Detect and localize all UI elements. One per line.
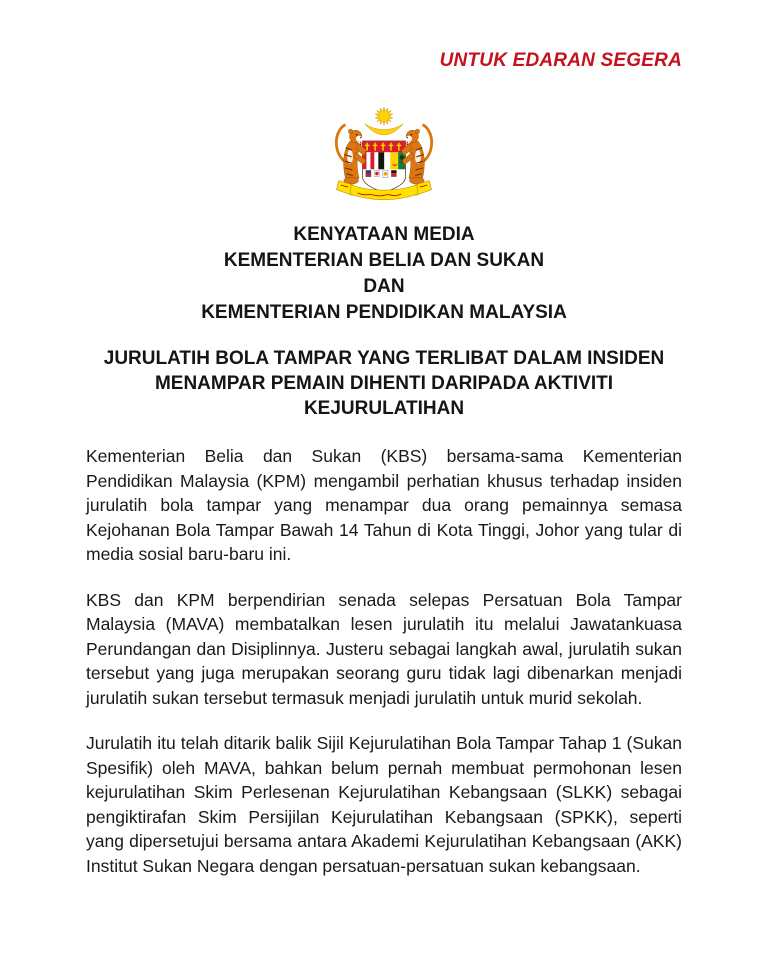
paragraph-2: KBS dan KPM berpendirian senada selepas Persatuan Bola Tampar Malaysia (MAVA) membatalkan lesen jurulatih itu melalui Jawatankuasa Perundangan dan Disiplinnya. Justeru sebagai langkah awal, jurulatih sukan tersebut yang juga merupakan seorang guru tidak lagi dibenarkan menjadi jurulatih sukan tersebut termasuk menjadi jurulatih untuk murid sekolah. bbox=[86, 589, 682, 708]
body-text bbox=[86, 444, 682, 878]
logo-container bbox=[0, 98, 768, 210]
paragraph-1: Kementerian Belia dan Sukan (KBS) bersama-sama Kementerian Pendidikan Malaysia (KPM) mengambil perhatian khusus terhadap insiden jurulatih bola tampar yang menampar dua orang pemainnya semasa Kejohanan Bola Tampar Bawah 14 Tahun di Kota Tinggi, Johor yang tular di media sosial baru-baru ini. bbox=[86, 446, 682, 564]
distribution-notice: UNTUK EDARAN SEGERA bbox=[439, 50, 682, 71]
press-release-title: JURULATIH BOLA TAMPAR YANG TERLIBAT DALAM INSIDEN MENAMPAR PEMAIN DIHENTI DARIPADA AKTIVITI KEJURULATIHAN bbox=[103, 348, 665, 419]
shield bbox=[363, 141, 406, 192]
heading-line-2: KEMENTERIAN BELIA DAN SUKAN bbox=[223, 250, 545, 271]
malaysia-coat-of-arms-logo bbox=[310, 98, 458, 210]
heading-line-4: KEMENTERIAN PENDIDIKAN MALAYSIA bbox=[201, 302, 567, 323]
heading-line-3: DAN bbox=[363, 276, 405, 297]
heading-line-1: KENYATAAN MEDIA bbox=[293, 224, 475, 245]
paragraph-3: Jurulatih itu telah ditarik balik Sijil Kejurulatihan Bola Tampar Tahap 1 (Sukan Spesifik) oleh MAVA, bahkan belum pernah membuat permohonan lesen kejurulatihan Skim Perlesenan Kejurulatihan Kebangsaan (SLKK) sebagai pengiktirafan Skim Persijilan Kejurulatihan Kebangsaan (SPKK), seperti yang dipersetujui bersama antara Akademi Kejurulatihan Kebangsaan (AKK) Institut Sukan Negara dengan persatuan-persatuan sukan kebangsaan. bbox=[86, 733, 682, 876]
federal-star-icon bbox=[375, 107, 393, 125]
ministry-heading-block bbox=[0, 222, 768, 326]
tiger-right bbox=[402, 125, 432, 184]
tiger-left bbox=[336, 125, 366, 184]
